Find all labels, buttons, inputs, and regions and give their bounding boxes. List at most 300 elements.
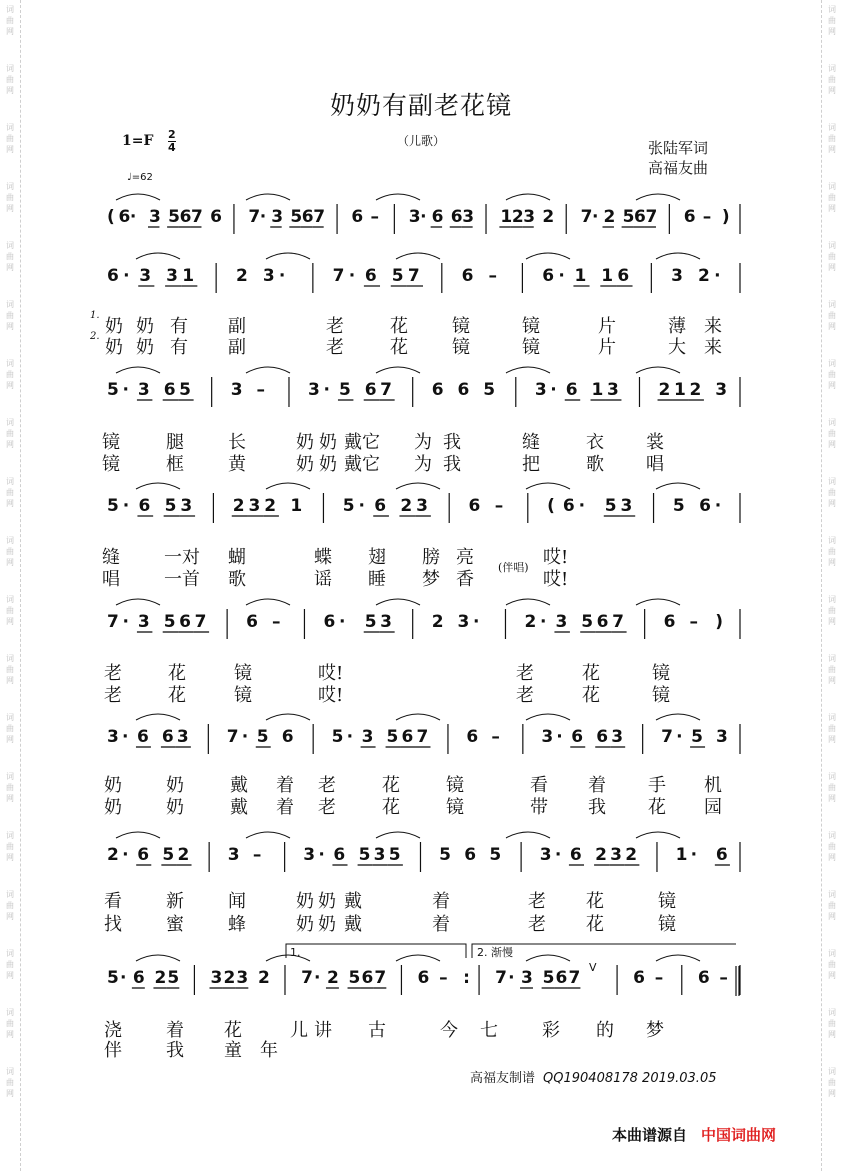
jianpu-note: ·: [558, 266, 565, 286]
jianpu-note: 6: [301, 207, 314, 227]
jianpu-note: 2: [431, 612, 444, 632]
lyrics-row-6-verse-1: [100, 887, 740, 912]
watermark-text: 词 曲 网: [6, 536, 14, 567]
watermark-text: 词 曲 网: [6, 477, 14, 508]
lyric-syllable: 花: [382, 797, 400, 818]
second-ending-label: 2. 渐慢: [477, 946, 513, 959]
jianpu-note: 3: [176, 727, 189, 747]
lyric-syllable: 戴它: [344, 454, 380, 475]
jianpu-note: 7: [248, 207, 261, 227]
lyric-syllable: 片: [598, 316, 616, 337]
jianpu-note: 3: [308, 380, 320, 400]
jianpu-note: 6: [634, 207, 646, 227]
lyric-syllable: 唱: [646, 454, 664, 475]
jianpu-note: 1: [290, 496, 303, 516]
hold-dash: –: [494, 496, 504, 516]
jianpu-note: 6: [179, 207, 192, 227]
first-ending-label: 1.: [290, 946, 301, 959]
jianpu-note: 6: [431, 380, 444, 400]
jianpu-note: 2: [698, 266, 710, 286]
lyric-syllable: 七: [480, 1020, 498, 1041]
jianpu-note: ·: [338, 612, 346, 632]
slur: [266, 714, 310, 720]
lyric-syllable: 歌: [228, 569, 246, 590]
lyric-syllable: 有: [170, 337, 188, 358]
jianpu-note: 6: [466, 727, 479, 747]
lyric-syllable: 睡: [368, 569, 386, 590]
lyric-syllable: 为: [414, 432, 432, 453]
lyric-syllable: 亮: [456, 547, 474, 568]
jianpu-note: ·: [122, 380, 129, 400]
slur: [656, 714, 700, 720]
jianpu-note: 6: [246, 612, 259, 632]
lyric-syllable: 找: [104, 914, 122, 935]
jianpu-note: ·: [346, 727, 354, 747]
jianpu-note: 3: [715, 380, 728, 400]
jianpu-note: ·: [119, 968, 127, 988]
jianpu-note: 7: [495, 968, 508, 988]
jianpu-note: 5: [672, 496, 685, 516]
lyric-syllable: 蜜: [166, 914, 184, 935]
lyric-syllable: 薄: [668, 316, 686, 337]
hold-dash: –: [439, 968, 448, 988]
lyric-syllable: 奶: [166, 797, 184, 818]
jianpu-note: 7: [226, 727, 239, 747]
lyric-syllable: 花: [586, 914, 604, 935]
jianpu-note: 3: [230, 380, 243, 400]
jianpu-note: 5: [179, 380, 192, 400]
slur: [656, 955, 700, 961]
jianpu-note: ·: [348, 266, 356, 286]
hold-dash: –: [252, 845, 262, 865]
jianpu-note: 3: [457, 612, 470, 632]
jianpu-note: ·: [122, 496, 130, 516]
jianpu-note: 3: [671, 266, 683, 286]
jianpu-note: 1: [601, 266, 614, 286]
jianpu-note: 6: [138, 496, 151, 516]
lyric-syllable: 奶: [318, 891, 336, 912]
jianpu-note: 6: [450, 207, 463, 227]
lyric-syllable: 园: [704, 797, 722, 818]
lyric-syllable: 奶: [166, 775, 184, 796]
jianpu-note: ·: [122, 845, 129, 865]
lyric-syllable: 老: [326, 337, 344, 358]
jianpu-note: 7: [407, 266, 420, 286]
lyric-syllable: 镜: [522, 337, 540, 358]
lyric-syllable: 着: [432, 914, 450, 935]
jianpu-note: 7: [380, 380, 393, 400]
lyric-syllable: 童: [224, 1040, 242, 1061]
jianpu-note: 6: [281, 727, 294, 747]
jianpu-note: 6: [401, 727, 414, 747]
jianpu-note: 6: [364, 380, 377, 400]
lyric-syllable: 彩: [542, 1020, 560, 1041]
lyric-syllable: 镜: [452, 337, 470, 358]
jianpu-note: ·: [714, 266, 721, 286]
jianpu-note: 3: [149, 207, 161, 227]
lyric-syllable: 年: [260, 1040, 278, 1061]
lyric-syllable: 一首: [164, 569, 200, 590]
watermark-text: 词 曲 网: [828, 182, 836, 213]
jianpu-note: ): [721, 207, 730, 227]
slur: [396, 483, 440, 489]
jianpu-note: ·: [676, 727, 683, 747]
watermark-text: 词 曲 网: [828, 772, 836, 803]
jianpu-note: 5: [107, 968, 119, 988]
jianpu-note: 3: [248, 496, 261, 516]
hold-dash: –: [271, 612, 281, 632]
lyric-syllable: 来: [704, 337, 722, 358]
jianpu-note: ·: [508, 968, 515, 988]
verse-number-2: 2.: [90, 331, 100, 342]
jianpu-note: 5: [348, 968, 361, 988]
jianpu-note: 5: [168, 207, 180, 227]
lyric-syllable: 奶: [136, 337, 154, 358]
slur: [246, 599, 290, 605]
breath-mark: V: [589, 961, 597, 974]
jianpu-note: 2: [154, 968, 167, 988]
watermark-text: 词 曲 网: [6, 182, 14, 213]
jianpu-note: 5: [331, 727, 344, 747]
jianpu-note: 6: [562, 496, 575, 516]
jianpu-note: ·: [122, 612, 129, 632]
jianpu-note: ·: [358, 496, 365, 516]
jianpu-note: 1: [182, 266, 195, 286]
lyric-syllable: 一对: [164, 547, 200, 568]
jianpu-note: 6: [565, 380, 578, 400]
jianpu-note: 6: [699, 496, 711, 516]
lyric-syllable: 镜: [652, 685, 670, 706]
lyric-syllable: 奶: [319, 432, 337, 453]
lyric-syllable: 翅: [368, 547, 386, 568]
slur: [506, 194, 550, 200]
jianpu-note: 7: [107, 612, 119, 632]
lyrics-row-1-verse-1: [90, 310, 740, 337]
lyric-syllable: 着: [276, 797, 294, 818]
verse-number-1: 1.: [90, 310, 100, 321]
lyric-syllable: 奶: [318, 914, 336, 935]
lyrics-row-4-verse-2: [100, 681, 740, 706]
slur: [656, 253, 700, 259]
jianpu-note: ·: [241, 727, 249, 747]
jianpu-note: 7: [645, 207, 658, 227]
jianpu-note: ·: [539, 612, 547, 632]
lyric-syllable: 把: [522, 454, 540, 475]
jianpu-note: 3: [521, 968, 533, 988]
lyric-syllable: 奶: [105, 316, 123, 337]
lyric-syllable: 花: [168, 663, 186, 684]
lyric-syllable: 蝶: [314, 547, 332, 568]
watermark-text: 词 曲 网: [828, 654, 836, 685]
lyric-syllable: 奶: [104, 797, 122, 818]
jianpu-note: ·: [318, 845, 325, 865]
lyric-syllable: 镜: [446, 775, 464, 796]
jianpu-note: 7: [191, 207, 203, 227]
lyric-syllable: 戴它: [344, 432, 380, 453]
lyric-syllable: 花: [390, 316, 408, 337]
jianpu-note: 6: [118, 207, 131, 227]
jianpu-note: ·: [129, 207, 137, 227]
lyric-syllable: 镜: [522, 316, 540, 337]
lyric-syllable: 花: [390, 337, 408, 358]
lyric-syllable: 裳: [646, 432, 664, 453]
lyric-syllable: 浇: [104, 1020, 122, 1041]
lyric-syllable: 新: [166, 891, 184, 912]
slur: [396, 955, 440, 961]
jianpu-note: 6: [431, 207, 444, 227]
lyric-syllable: 镜: [658, 891, 676, 912]
jianpu-note: 5: [604, 496, 617, 516]
jianpu-note: 6: [468, 496, 481, 516]
jianpu-note: 2: [235, 266, 248, 286]
lyric-syllable: 蜂: [228, 914, 246, 935]
jianpu-note: 6: [364, 266, 377, 286]
lyric-syllable: 镜: [658, 914, 676, 935]
jianpu-note: 6: [683, 207, 696, 227]
lyric-syllable: 伴: [104, 1040, 122, 1061]
jianpu-note: 2: [511, 207, 524, 227]
contact-and-date: QQ190408178 2019.03.05: [543, 1071, 717, 1086]
jianpu-note: 1: [591, 380, 604, 400]
jianpu-note: 5: [622, 207, 635, 227]
slur: [246, 832, 290, 838]
jianpu-note: 6: [555, 968, 568, 988]
watermark-text: 词 曲 网: [828, 1008, 836, 1039]
jianpu-note: 5: [388, 845, 401, 865]
jianpu-note: 3: [610, 845, 623, 865]
slur: [136, 955, 180, 961]
jianpu-note: 3: [361, 727, 374, 747]
slur: [636, 599, 680, 605]
jianpu-note: 6: [132, 968, 145, 988]
jianpu-note: ·: [556, 727, 563, 747]
watermark-text: 词 曲 网: [6, 64, 14, 95]
slur: [266, 253, 310, 259]
lyric-syllable: 长: [228, 432, 246, 453]
jianpu-note: ·: [690, 845, 698, 865]
lyric-syllable: 膀: [422, 547, 440, 568]
lyricist: 张陆军词: [648, 139, 709, 157]
lyric-syllable: 来: [704, 316, 722, 337]
jianpu-note: ): [715, 612, 724, 632]
jianpu-note: 6: [633, 968, 646, 988]
lyric-syllable: 奶: [296, 432, 314, 453]
jianpu-note: 6: [210, 207, 222, 227]
lyric-syllable: 有: [170, 316, 188, 337]
key-signature: 1=F: [122, 133, 154, 149]
jianpu-note: ·: [314, 968, 321, 988]
source-label: 本曲谱源自: [612, 1126, 688, 1144]
jianpu-note: 5: [483, 380, 496, 400]
slur: [526, 714, 570, 720]
watermark-text: 词 曲 网: [6, 418, 14, 449]
jianpu-note: 7: [313, 207, 326, 227]
jianpu-note: ·: [259, 207, 267, 227]
lyric-syllable: 讲: [314, 1020, 332, 1041]
slur: [266, 955, 310, 961]
jianpu-note: 6: [663, 612, 676, 632]
jianpu-note: 6: [374, 496, 387, 516]
lyrics-row-5-verse-2: [100, 793, 740, 818]
source-site-link[interactable]: 中国词曲网: [701, 1126, 777, 1144]
jianpu-note: 2: [400, 496, 413, 516]
lyric-syllable: 老: [104, 663, 122, 684]
slur: [526, 253, 570, 259]
jianpu-note: 3: [555, 612, 568, 632]
hold-dash: –: [370, 207, 380, 227]
jianpu-note: 5: [107, 496, 119, 516]
source-attribution: [612, 1124, 776, 1145]
jianpu-note: 5: [391, 266, 404, 286]
lyric-syllable: 镜: [102, 454, 120, 475]
jianpu-note: 3: [620, 496, 633, 516]
watermark-text: 词 曲 网: [6, 123, 14, 154]
lyric-syllable: 哎!: [318, 663, 344, 684]
slur: [116, 599, 160, 605]
lyric-syllable: 镜: [234, 663, 252, 684]
lyric-syllable: 老: [516, 685, 534, 706]
lyric-syllable: 大: [668, 337, 686, 358]
chorus-tag: (伴唱): [498, 561, 529, 574]
first-ending-bracket: [286, 944, 466, 958]
slur: [376, 367, 420, 373]
lyric-syllable: 古: [368, 1020, 386, 1041]
lyric-syllable: 梦: [646, 1020, 664, 1041]
watermark-text: 词 曲 网: [6, 831, 14, 862]
watermark-text: 词 曲 网: [6, 654, 14, 685]
watermark-text: 词 曲 网: [828, 713, 836, 744]
jianpu-note: 5: [163, 612, 176, 632]
jianpu-note: ·: [323, 380, 330, 400]
lyric-syllable: 花: [648, 797, 666, 818]
lyric-syllable: 镜: [446, 797, 464, 818]
lyric-syllable: 老: [528, 891, 546, 912]
slur: [526, 955, 570, 961]
lyric-syllable: 花: [586, 891, 604, 912]
jianpu-note: 7: [301, 968, 313, 988]
slur: [376, 194, 420, 200]
slur: [636, 832, 680, 838]
slur: [656, 483, 700, 489]
jianpu-note: 6: [136, 727, 149, 747]
lyric-syllable: 梦: [422, 569, 440, 590]
jianpu-note: 6: [417, 968, 430, 988]
lyric-syllable: 戴: [344, 914, 362, 935]
jianpu-note: 6: [333, 845, 346, 865]
lyric-syllable: 镜: [102, 432, 120, 453]
lyric-syllable: 看: [104, 891, 122, 912]
slur: [396, 714, 440, 720]
lyric-syllable: 蝴: [228, 547, 246, 568]
jianpu-note: 3: [271, 207, 284, 227]
jianpu-note: 1: [574, 266, 587, 286]
watermark-text: 词 曲 网: [828, 300, 836, 331]
jianpu-note: 6: [464, 845, 477, 865]
lyric-syllable: 戴: [344, 891, 362, 912]
watermark-text: 词 曲 网: [6, 5, 14, 36]
watermark-text: 词 曲 网: [828, 123, 836, 154]
watermark-text: 词 曲 网: [828, 359, 836, 390]
lyric-syllable: 我: [443, 432, 461, 453]
watermark-text: 词 曲 网: [828, 595, 836, 626]
jianpu-note: 3: [534, 380, 547, 400]
lyric-syllable: 儿: [290, 1020, 308, 1041]
jianpu-note: 5: [386, 727, 399, 747]
lyric-syllable: 戴: [230, 797, 248, 818]
lyric-syllable: 奶: [296, 454, 314, 475]
lyric-syllable: 奶: [105, 337, 123, 358]
jianpu-note: ·: [554, 845, 562, 865]
jianpu-note: 5: [107, 380, 119, 400]
watermark-text: 词 曲 网: [828, 241, 836, 272]
jianpu-note: ·: [550, 380, 557, 400]
lyric-syllable: 副: [228, 316, 246, 337]
jianpu-note: ·: [472, 612, 480, 632]
lyric-syllable: 腿: [166, 432, 184, 453]
lyrics-row-3-verse-2: [100, 561, 740, 590]
jianpu-note: 5: [256, 727, 269, 747]
jianpu-note: 7: [416, 727, 429, 747]
jianpu-note: 2: [326, 968, 339, 988]
lyrics-row-6-verse-2: [100, 910, 740, 935]
jianpu-note: 5: [164, 496, 177, 516]
jianpu-note: 6: [461, 266, 474, 286]
jianpu-note: 5: [338, 380, 351, 400]
jianpu-note: 3: [227, 845, 240, 865]
slur: [136, 483, 180, 489]
jianpu-note: ·: [121, 727, 129, 747]
hold-dash: –: [491, 727, 500, 747]
jianpu-note: 3: [373, 845, 386, 865]
jianpu-note: 3: [107, 727, 119, 747]
jianpu-note: 6: [617, 266, 630, 286]
slur: [116, 367, 160, 373]
lyric-syllable: 唱: [102, 569, 120, 590]
jianpu-note: 1: [500, 207, 513, 227]
jianpu-note: 6: [715, 845, 728, 865]
jianpu-note: 3: [303, 845, 316, 865]
slur: [266, 483, 310, 489]
slur: [376, 599, 420, 605]
slur: [246, 194, 290, 200]
jianpu-note: 5: [290, 207, 303, 227]
jianpu-note: (: [107, 207, 115, 227]
lyric-syllable: 老: [318, 797, 336, 818]
jianpu-note: 6: [163, 380, 176, 400]
arranger: 高福友制谱: [470, 1071, 536, 1086]
lyric-syllable: 镜: [652, 663, 670, 684]
watermark-text: 词 曲 网: [828, 418, 836, 449]
hold-dash: –: [488, 266, 497, 286]
lyric-syllable: 哎!: [543, 547, 569, 568]
lyrics-row-7-verse-1: [100, 1016, 740, 1041]
lyric-syllable: 老: [318, 775, 336, 796]
lyrics-row-5-verse-1: [100, 771, 740, 796]
jianpu-note: 3: [523, 207, 536, 227]
slur: [396, 253, 440, 259]
jianpu-note: 6: [697, 968, 710, 988]
jianpu-note: 3: [539, 845, 552, 865]
lyric-syllable: 老: [528, 914, 546, 935]
watermark-text: 词 曲 网: [6, 1067, 14, 1098]
jianpu-note: 2: [595, 845, 607, 865]
lyric-syllable: 框: [166, 454, 184, 475]
jianpu-note: 3: [166, 266, 178, 286]
watermark-text: 词 曲 网: [6, 300, 14, 331]
meter-numerator: 2: [168, 128, 176, 141]
lyric-syllable: 哎!: [318, 685, 344, 706]
jianpu-note: 3: [236, 968, 249, 988]
